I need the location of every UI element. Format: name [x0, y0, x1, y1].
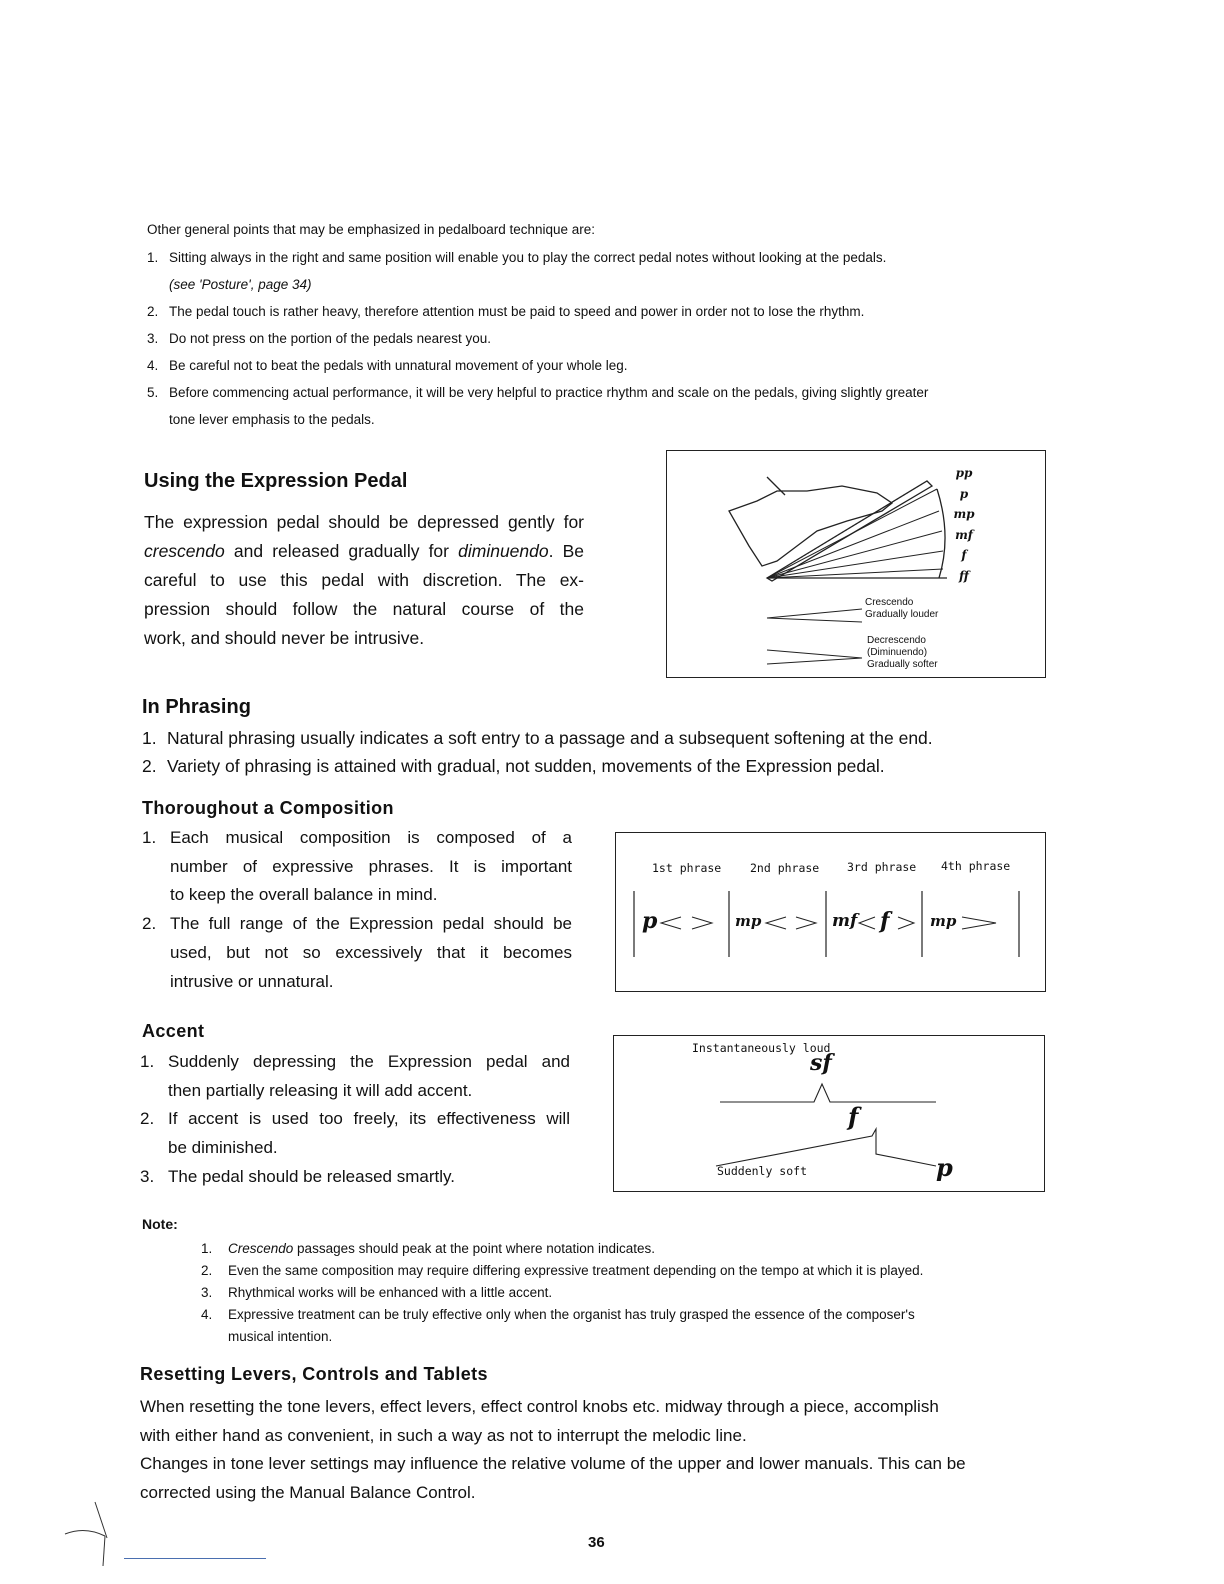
list-item: 4. Be careful not to beat the pedals with unnatural movement of your whole leg.	[147, 358, 628, 373]
accent-heading: Accent	[142, 1021, 205, 1041]
phrase-marks	[616, 833, 1045, 991]
list-item: 1. Each musical composition is composed of a number of expressive phrases. It is important to keep the overall balance in mind.	[142, 828, 572, 905]
soft-label: Suddenly soft	[717, 1164, 808, 1178]
decrescendo-hairpin	[796, 917, 816, 929]
registration-mark	[45, 1500, 135, 1570]
list-item-ref: (see 'Posture', page 34)	[169, 277, 312, 292]
dynamic-mark-mp: mp	[735, 912, 762, 930]
footer-rule	[124, 1558, 266, 1559]
expression-paragraph: The expression pedal should be depressed gently for crescendo and released gradually for diminuendo. Be careful to use this pedal with discretion. The ex- pression should follow the natural course of the work, and should never be intrusive.	[144, 512, 584, 648]
dynamic-mark-p: p	[642, 908, 658, 934]
expression-pedal-diagram	[666, 450, 1046, 678]
list-item: 3. Do not press on the portion of the pedals nearest you.	[147, 331, 491, 346]
dynamic-mark-mp: mp	[930, 912, 957, 930]
list-item: 2. If accent is used too freely, its effectiveness will be diminished.	[140, 1109, 570, 1158]
decrescendo-label: Decrescendo (Diminuendo) Gradually softer	[867, 635, 938, 670]
list-item: 2. The pedal touch is rather heavy, therefore attention must be paid to speed and power in order not to lose the rhythm.	[147, 304, 865, 319]
list-item-continuation: tone lever emphasis to the pedals.	[169, 412, 375, 427]
dynamic-mark-mf: mf	[832, 911, 858, 931]
dynamic-mark-p: p	[936, 1153, 953, 1182]
loud-label: Instantaneously loud	[692, 1041, 831, 1055]
list-item: 1. Suddenly depressing the Expression pedal and then partially releasing it will add accent.	[140, 1052, 570, 1100]
crescendo-hairpin-top	[767, 609, 862, 618]
composition-list	[142, 824, 572, 996]
accent-diagram	[613, 1035, 1045, 1192]
intro-list	[147, 244, 1052, 433]
crescendo-label: Crescendo Gradually louder	[865, 597, 939, 620]
list-item: 2. Variety of phrasing is attained with gradual, not sudden, movements of the Expression pedal.	[142, 756, 885, 776]
accent-list	[140, 1048, 570, 1192]
intro-lead: Other general points that may be emphasized in pedalboard technique are:	[147, 222, 596, 237]
list-item: 5. Before commencing actual performance, it will be very helpful to practice rhythm and scale on the pedals, giving slightly greater	[147, 385, 929, 400]
phrase-diagram	[615, 832, 1046, 992]
list-item: 2. Even the same composition may require differing expressive treatment depending on the tempo at which it is played.	[201, 1263, 924, 1278]
phrase-label: 1st phrase	[652, 861, 722, 875]
list-item: 4. Expressive treatment can be truly effective only when the organist has truly grasped the essence of the composer's	[201, 1307, 915, 1322]
decrescendo-hairpin-top	[767, 650, 862, 658]
crescendo-hairpin-bottom	[767, 618, 862, 622]
note-heading: Note:	[142, 1216, 178, 1232]
decrescendo-hairpin	[962, 917, 996, 929]
list-item: 1. Sitting always in the right and same position will enable you to play the correct pedal notes without looking at the pedals.	[147, 250, 887, 265]
dynamic-mark-f: f	[848, 1102, 859, 1131]
pedal-plate	[767, 481, 932, 581]
dynamic-scale: pp p mp mf f ff	[953, 466, 975, 583]
arc	[937, 489, 945, 578]
page-number: 36	[588, 1534, 605, 1551]
resetting-paragraph: When resetting the tone levers, effect levers, effect control knobs etc. midway through a piece, accomplish with either hand as convenient, in such a way as not to interrupt the melodic line. Changes in tone lever settings may influence the relative volume of the upper and lower manuals. This can be corrected using the Manual Balance Control.	[140, 1397, 966, 1502]
list-item-continuation: musical intention.	[228, 1329, 333, 1344]
list-item: 1. Natural phrasing usually indicates a soft entry to a passage and a subsequent softening at the end.	[142, 728, 933, 748]
resetting-heading: Resetting Levers, Controls and Tablets	[140, 1364, 488, 1384]
accent-peak-line	[720, 1084, 936, 1102]
dynamic-mark-sf: sf	[810, 1050, 832, 1076]
note-list	[201, 1238, 1041, 1348]
accent-curve	[614, 1036, 1044, 1191]
crescendo-hairpin	[661, 917, 681, 929]
ray-p	[767, 511, 939, 578]
phrasing-list	[142, 724, 1042, 780]
expression-heading: Using the Expression Pedal	[144, 470, 408, 492]
accent-drop-line	[716, 1129, 936, 1166]
crescendo-hairpin	[766, 917, 786, 929]
leg-line	[767, 477, 785, 495]
phrase-label: 3rd phrase	[847, 860, 917, 874]
phrasing-heading: In Phrasing	[142, 696, 251, 718]
crescendo-hairpin	[859, 917, 875, 929]
list-item: 2. The full range of the Expression pedal should be used, but not so excessively that it becomes intrusive or unnatural.	[142, 914, 572, 991]
decrescendo-hairpin	[692, 917, 712, 929]
composition-heading: Thoroughout a Composition	[142, 798, 394, 818]
phrase-label: 4th phrase	[941, 859, 1011, 873]
phrase-label: 2nd phrase	[750, 861, 820, 875]
pedal-illustration	[667, 451, 1045, 677]
list-item: 3. Rhythmical works will be enhanced with a little accent.	[201, 1285, 553, 1300]
ray-mp	[767, 531, 942, 578]
dynamic-mark-f: f	[880, 908, 890, 934]
decrescendo-hairpin-bottom	[767, 658, 862, 664]
list-item: 3. The pedal should be released smartly.	[140, 1166, 455, 1186]
decrescendo-hairpin	[898, 917, 914, 929]
shoe-icon	[729, 486, 892, 566]
list-item: 1. Crescendo passages should peak at the point where notation indicates.	[201, 1241, 656, 1256]
